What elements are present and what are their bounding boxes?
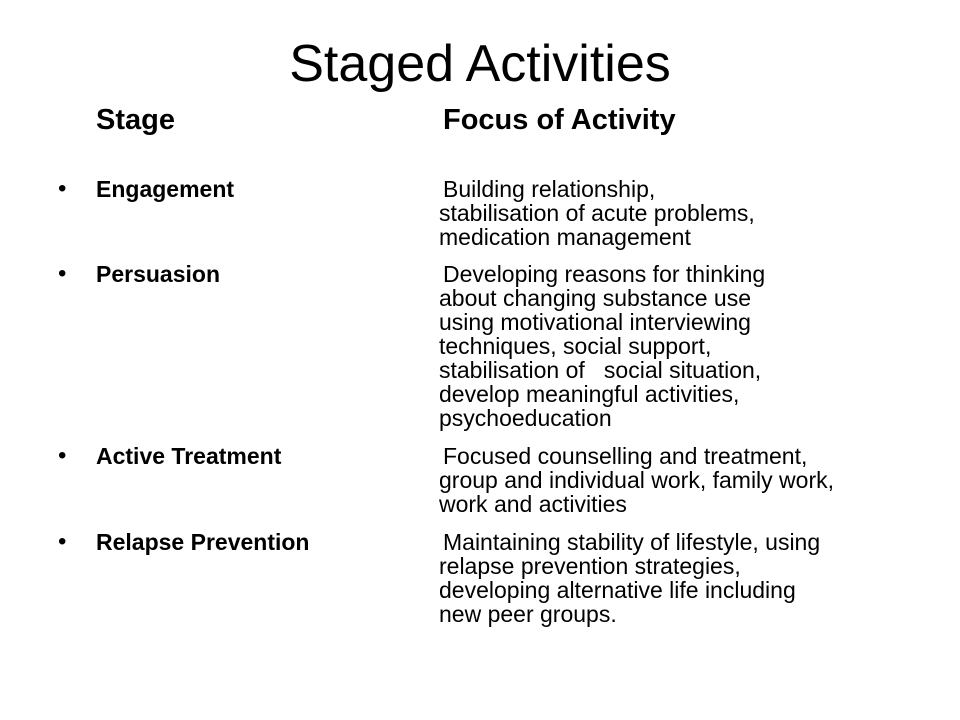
focus-line: about changing substance use — [439, 285, 752, 311]
bullet-icon: • — [58, 260, 67, 287]
stage-name: Engagement — [96, 176, 235, 202]
focus-line: techniques, social support, — [439, 333, 712, 359]
focus-line: Developing reasons for thinking — [443, 261, 766, 287]
focus-line: new peer groups. — [439, 601, 617, 627]
focus-line: using motivational interviewing — [439, 309, 751, 335]
focus-line: stabilisation of acute problems, — [439, 200, 755, 226]
bullet-icon: • — [58, 442, 67, 469]
focus-description — [439, 529, 943, 627]
focus-line: Building relationship, — [443, 176, 656, 202]
focus-line: psychoeducation — [439, 405, 612, 431]
focus-line: Maintaining stability of lifestyle, using — [443, 529, 821, 555]
slide-title: Staged Activities — [289, 35, 671, 93]
stage-name: Active Treatment — [96, 443, 282, 469]
focus-line: group and individual work, family work, — [439, 467, 835, 493]
focus-line: stabilisation of social situation, — [439, 357, 762, 383]
focus-description — [439, 261, 943, 431]
column-header-stage: Stage — [96, 104, 175, 136]
focus-line: relapse prevention strategies, — [439, 553, 741, 579]
focus-line: medication management — [439, 224, 691, 250]
stage-name: Relapse Prevention — [96, 529, 310, 555]
column-header-focus: Focus of Activity — [443, 104, 676, 136]
stage-name: Persuasion — [96, 261, 220, 287]
focus-line: develop meaningful activities, — [439, 381, 740, 407]
focus-line: work and activities — [439, 491, 627, 517]
bullet-icon: • — [58, 528, 67, 555]
focus-line: developing alternative life including — [439, 577, 796, 603]
bullet-icon: • — [58, 175, 67, 202]
focus-description — [439, 176, 943, 250]
focus-line: Focused counselling and treatment, — [443, 443, 808, 469]
focus-description — [439, 443, 943, 517]
